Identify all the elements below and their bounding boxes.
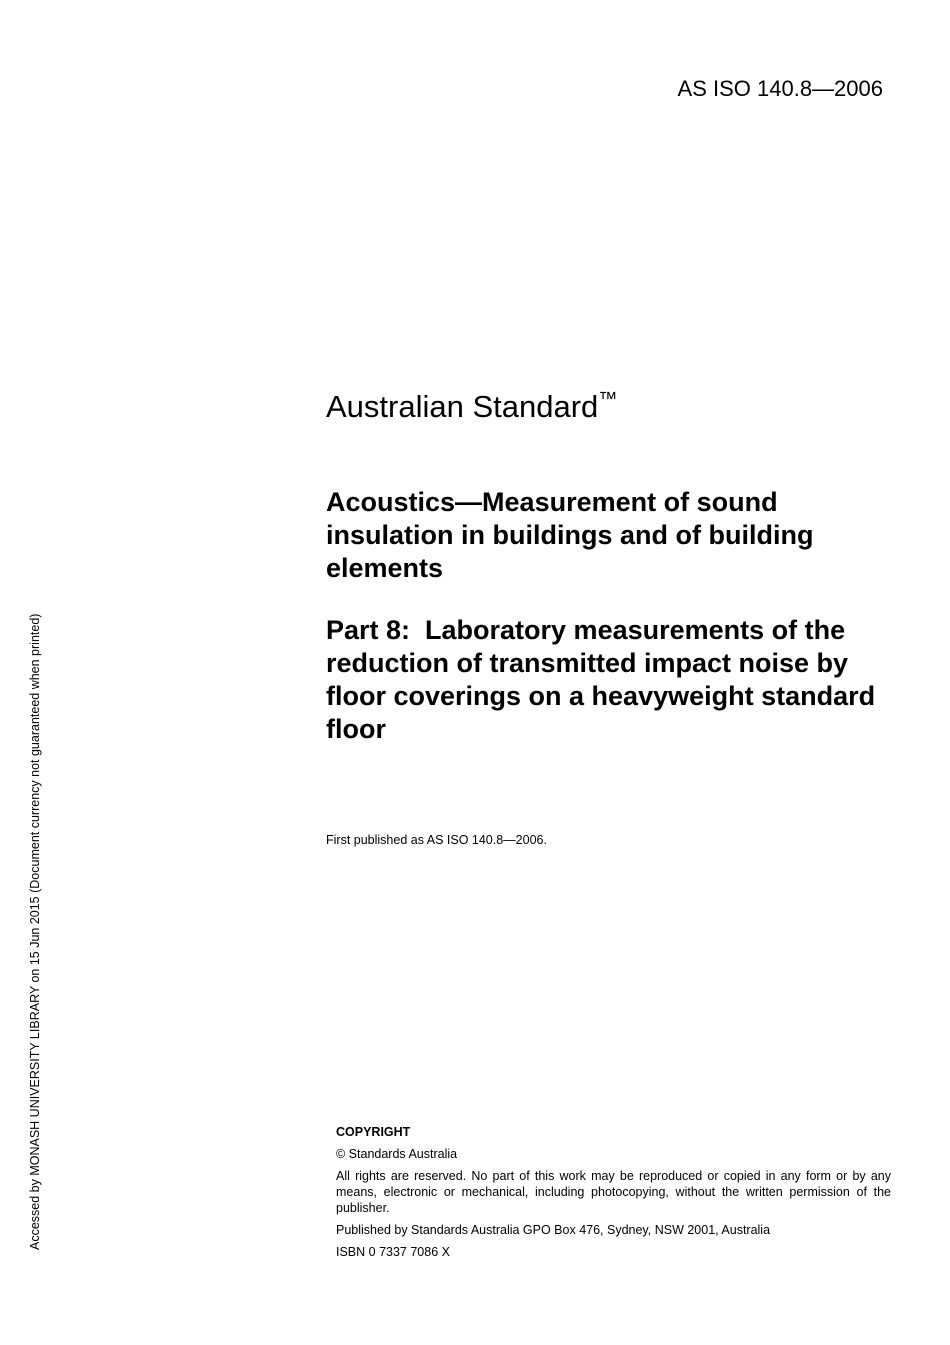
document-title: Acoustics—Measurement of sound insulation in buildings and of building elements bbox=[326, 487, 814, 583]
copyright-heading: COPYRIGHT bbox=[336, 1125, 411, 1139]
copyright-block bbox=[336, 1124, 891, 1266]
standard-label-text: Australian Standard bbox=[326, 389, 599, 424]
part-title: Part 8: Laboratory measurements of the reduction of transmitted impact noise by floor coverings on a heavyweight standard floor bbox=[326, 615, 876, 744]
rights-statement: All rights are reserved. No part of this work may be reproduced or copied in any form or by any means, electronic or mechanical, including photocopying, without the written permission of the publisher. bbox=[336, 1169, 891, 1215]
document-number: AS ISO 140.8—2006 bbox=[677, 76, 883, 101]
first-published-note: First published as AS ISO 140.8—2006. bbox=[326, 833, 547, 847]
copyright-owner: © Standards Australia bbox=[336, 1147, 458, 1161]
access-note: Accessed by MONASH UNIVERSITY LIBRARY on 15 Jun 2015 (Document currency not guaranteed when printed) bbox=[28, 613, 42, 1250]
isbn: ISBN 0 7337 7086 X bbox=[336, 1245, 450, 1259]
trademark-symbol: ™ bbox=[598, 389, 618, 410]
publisher-info: Published by Standards Australia GPO Box 476, Sydney, NSW 2001, Australia bbox=[336, 1223, 771, 1237]
standard-label bbox=[326, 380, 617, 427]
